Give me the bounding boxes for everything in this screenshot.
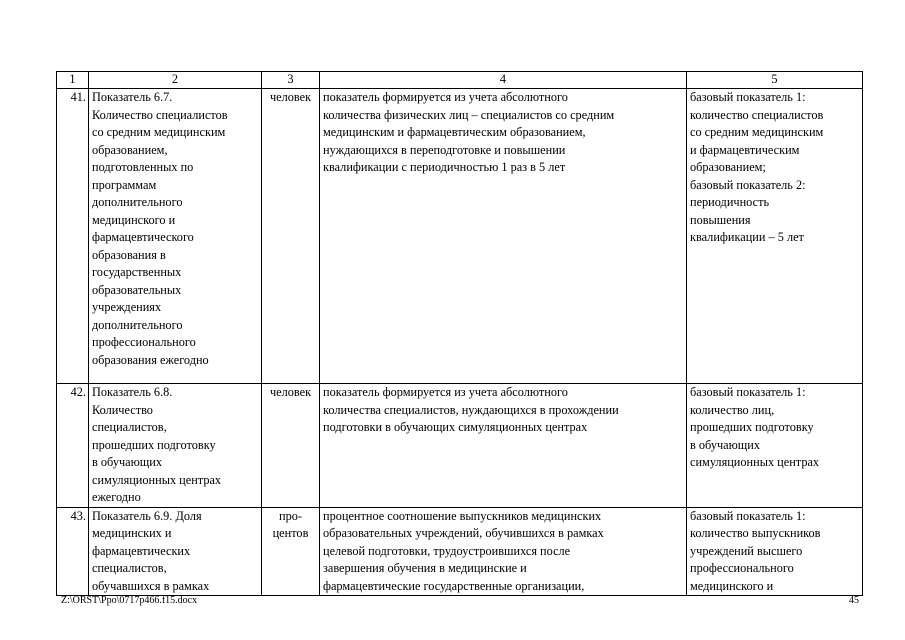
text-line: завершения обучения в медицинские и [323, 561, 527, 575]
text-line: показатель формируется из учета абсолютного [323, 90, 568, 104]
text-line: образовательных учреждений, обучившихся в рамках [323, 526, 604, 540]
unit-cell [262, 384, 320, 508]
header-cell-5: 5 [687, 72, 863, 89]
text-line: фармацевтического [92, 230, 194, 244]
text-line: в обучающих [92, 455, 162, 469]
text-line: образовательных [92, 282, 182, 297]
text-line: образованием, [92, 142, 168, 157]
text-line: профессионального [690, 561, 794, 575]
text-line: количество выпускников [690, 526, 821, 540]
base-indicator-cell [687, 89, 863, 384]
text-line: человек [269, 385, 312, 399]
text-line: Показатель 6.8. [92, 385, 173, 399]
text-line: фармацевтических [92, 543, 191, 558]
text-line: со средним медицинским [690, 125, 824, 139]
text-line: про- [279, 508, 302, 523]
text-line: Показатель 6.9. Доля [92, 508, 202, 523]
text-line: прошедших подготовку [690, 420, 814, 434]
text-line: со средним медицинским [92, 125, 226, 139]
text-line: периодичность [690, 195, 770, 209]
text-line: нуждающихся в переподготовке и повышении [323, 142, 566, 157]
method-cell [320, 89, 687, 384]
method-cell [320, 507, 687, 596]
text-line: симуляционных центрах [690, 455, 820, 469]
text-line: базовый показатель 1: [690, 508, 806, 523]
text-line: базовый показатель 2: [690, 177, 806, 192]
header-cell-2: 2 [89, 72, 262, 89]
text-line: медицинского и [92, 212, 176, 227]
text-line: Количество специалистов [92, 107, 228, 122]
text-line: целевой подготовки, трудоустроившихся после [323, 543, 571, 558]
text-line: базовый показатель 1: [690, 90, 806, 104]
indicator-name-cell [89, 89, 262, 384]
table-row [57, 384, 863, 508]
base-indicator-cell [687, 384, 863, 508]
text-line: дополнительного [92, 317, 183, 332]
indicator-name-cell [89, 507, 262, 596]
text-line: специалистов, [92, 561, 167, 575]
text-line: симуляционных центрах [92, 472, 222, 487]
indicator-name-cell [89, 384, 262, 508]
row-number: 42. [57, 384, 89, 508]
text-line: квалификации – 5 лет [690, 230, 804, 244]
table-row [57, 507, 863, 596]
text-line: и фармацевтическим [690, 142, 800, 157]
header-row [57, 72, 863, 89]
text-line: обучавшихся в рамках [92, 578, 210, 593]
text-line: образования ежегодно [92, 352, 209, 367]
text-line: показатель формируется из учета абсолютного [323, 385, 568, 399]
text-line: количество лиц, [690, 402, 775, 417]
table-row [57, 89, 863, 384]
text-line: государственных [92, 265, 182, 279]
text-line: подготовленных по [92, 160, 194, 174]
text-line: образованием; [690, 160, 766, 174]
text-line: количество специалистов [690, 107, 824, 122]
unit-cell [262, 89, 320, 384]
text-line: подготовки в обучающих симуляционных центрах [323, 420, 588, 434]
text-line: специалистов, [92, 420, 167, 434]
text-line: образования в [92, 247, 166, 262]
method-cell [320, 384, 687, 508]
text-line: медицинских и [92, 526, 172, 540]
text-line: центов [272, 526, 309, 540]
text-line: человек [269, 90, 312, 104]
text-line: медицинского и [690, 578, 774, 593]
text-line: Количество [92, 402, 153, 417]
header-cell-3: 3 [262, 72, 320, 89]
text-line: ежегодно [92, 490, 141, 504]
text-line: дополнительного [92, 195, 183, 209]
page-number: 45 [849, 595, 859, 606]
unit-cell [262, 507, 320, 596]
indicators-table [56, 71, 863, 596]
header-cell-4: 4 [320, 72, 687, 89]
text-line: учреждениях [92, 300, 162, 314]
text-line: программам [92, 177, 157, 192]
text-line: повышения [690, 212, 751, 227]
text-line: прошедших подготовку [92, 437, 216, 452]
row-number: 43. [57, 507, 89, 596]
text-line: профессионального [92, 335, 196, 349]
text-line: базовый показатель 1: [690, 385, 806, 399]
text-line: количества специалистов, нуждающихся в прохождении [323, 402, 619, 417]
text-line: процентное соотношение выпускников медицинских [323, 508, 602, 523]
text-line: учреждений высшего [690, 543, 803, 558]
header-cell-1: 1 [57, 72, 89, 89]
text-line: Показатель 6.7. [92, 90, 173, 104]
text-line: в обучающих [690, 437, 760, 452]
text-line: квалификации с периодичностью 1 раз в 5 лет [323, 160, 566, 174]
text-line: фармацевтические государственные организации, [323, 578, 585, 593]
text-line: медицинским и фармацевтическим образованием, [323, 125, 586, 139]
footer-file-path: Z:\ORST\Ppo\0717p466.f15.docx [61, 595, 198, 606]
text-line: количества физических лиц – специалистов со средним [323, 107, 615, 122]
base-indicator-cell [687, 507, 863, 596]
row-number: 41. [57, 89, 89, 384]
